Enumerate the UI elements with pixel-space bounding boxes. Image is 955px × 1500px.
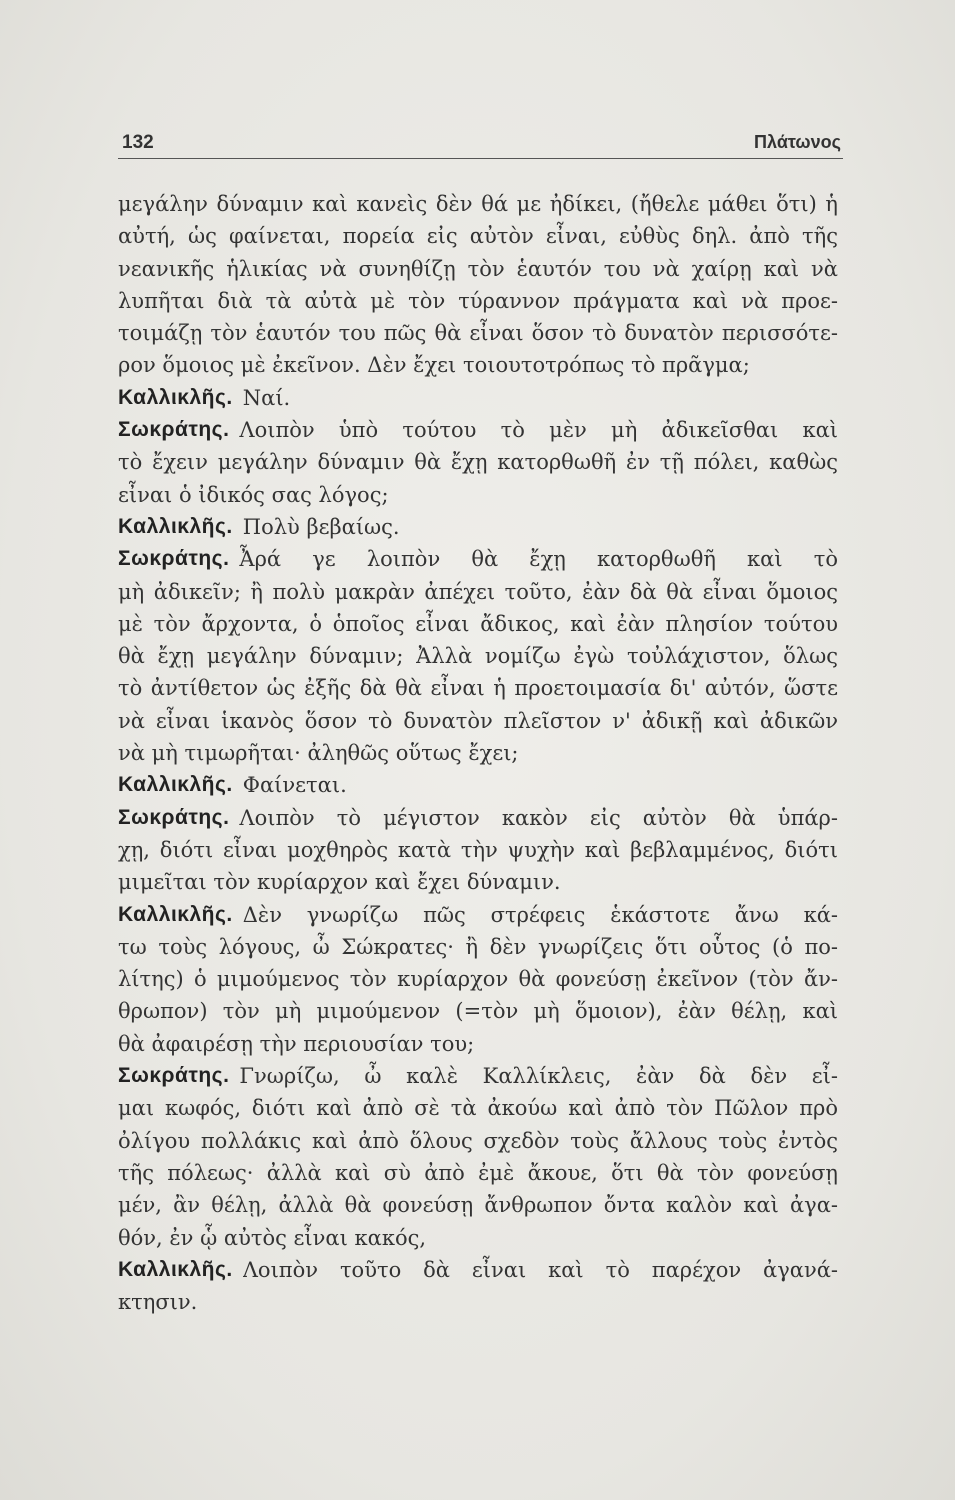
line-text: νὰ εἶναι ἱκανὸς ὅσον τὸ δυνατὸν πλεῖστον ν' ἀδικῇ καὶ ἀδικῶν (118, 708, 838, 733)
text-line (118, 995, 838, 1027)
line-text: Ναί. (242, 385, 291, 410)
text-line (118, 479, 838, 511)
text-line (118, 285, 838, 317)
text-line (118, 1254, 838, 1286)
line-text: θὰ ἀφαιρέσῃ τὴν περιουσίαν του; (118, 1031, 475, 1056)
text-line (118, 317, 838, 349)
text-line (118, 576, 838, 608)
speaker-name: Καλλικλῆς. (118, 773, 233, 797)
line-text: Δὲν γνωρίζω πῶς στρέφεις ἑκάστοτε ἄνω κά- (242, 902, 838, 927)
text-line (118, 608, 838, 640)
line-text: Λοιπὸν τοῦτο δὰ εἶναι καὶ τὸ παρέχον ἀγανά- (242, 1257, 838, 1282)
text-line (118, 349, 838, 381)
text-line (118, 1060, 838, 1092)
line-text: τὸ ἔχειν μεγάλην δύναμιν θὰ ἔχῃ κατορθωθῆ ἐν τῇ πόλει, καθὼς (118, 450, 838, 475)
text-line (118, 834, 838, 866)
line-text: τοιμάζῃ τὸν ἑαυτόν του πῶς θὰ εἶναι ὅσον τὸ δυνατὸν περισσότε- (118, 321, 838, 346)
text-line (118, 188, 838, 220)
speaker-name: Καλλικλῆς. (118, 514, 233, 538)
line-text: μὴ ἀδικεῖν; ἢ πολὺ μακρὰν ἀπέχει τοῦτο, ἐὰν δὰ θὰ εἶναι ὅμοιος (118, 579, 838, 604)
text-line (118, 1286, 838, 1318)
line-text: Λοιπὸν ὑπὸ τούτου τὸ μὲν μὴ ἀδικεῖσθαι καὶ (239, 418, 838, 443)
text-line (118, 1222, 838, 1254)
text-line (118, 931, 838, 963)
line-text: μαι κωφός, διότι καὶ ἀπὸ σὲ τὰ ἀκούω καὶ ἀπὸ τὸν Πῶλον πρὸ (118, 1096, 838, 1121)
speaker-name: Καλλικλῆς. (118, 902, 233, 926)
line-text: κτησιν. (118, 1290, 198, 1315)
text-line (118, 543, 838, 575)
line-text: Φαίνεται. (242, 773, 347, 798)
text-line (118, 1092, 838, 1124)
text-line (118, 866, 838, 898)
line-text: μεγάλην δύναμιν καὶ κανεὶς δὲν θά με ἠδίκει, (ἤθελε μάθει ὅτι) ἡ (118, 192, 838, 216)
page-number: 132 (122, 132, 154, 153)
text-line (118, 963, 838, 995)
line-text: μὲ τὸν ἄρχοντα, ὁ ὁποῖος εἶναι ἄδικος, καὶ ἐὰν πλησίον τούτου (118, 611, 838, 636)
line-text: αὐτή, ὡς φαίνεται, πορεία εἰς αὐτὸν εἶναι, εὐθὺς δηλ. ἀπὸ τῆς (118, 224, 838, 249)
line-text: μέν, ἂν θέλῃ, ἀλλὰ θὰ φονεύσῃ ἄνθρωπον ὄντα καλὸν καὶ ἀγα- (118, 1193, 838, 1218)
speaker-name: Καλλικλῆς. (118, 1257, 233, 1281)
line-text: Λοιπὸν τὸ μέγιστον κακὸν εἰς αὐτὸν θὰ ὑπάρ- (239, 805, 838, 830)
line-text: τῆς πόλεως· ἀλλὰ καὶ σὺ ἀπὸ ἐμὲ ἄκουε, ὅτι θὰ τὸν φονεύσῃ (118, 1160, 838, 1185)
text-line (118, 672, 838, 704)
line-text: Ἆρά γε λοιπὸν θὰ ἔχῃ κατορθωθῆ καὶ τὸ (239, 547, 838, 572)
text-line (118, 414, 838, 446)
line-text: εἶναι ὁ ἰδικός σας λόγος; (118, 482, 389, 507)
text-line (118, 220, 838, 252)
page-header (118, 128, 843, 159)
text-line (118, 640, 838, 672)
line-text: θὰ ἔχῃ μεγάλην δύναμιν; Ἀλλὰ νομίζω ἐγὼ τοὐλάχιστον, ὅλως (118, 644, 838, 669)
dialogue-text (118, 188, 838, 1318)
line-text: θρωπον) τὸν μὴ μιμούμενον (=τὸν μὴ ὅμοιον), ἐὰν θέλῃ, καὶ (118, 999, 838, 1024)
line-text: νὰ μὴ τιμωρῆται· ἀληθῶς οὕτως ἔχει; (118, 741, 519, 766)
speaker-name: Σωκράτης. (118, 547, 230, 571)
text-line (118, 253, 838, 285)
line-text: λυπῆται διὰ τὰ αὐτὰ μὲ τὸν τύραννον πράγματα καὶ νὰ προε- (118, 288, 838, 313)
text-line (118, 1189, 838, 1221)
line-text: Γνωρίζω, ὦ καλὲ Καλλίκλεις, ἐὰν δὰ δὲν εἶ- (239, 1064, 838, 1089)
text-line (118, 1157, 838, 1189)
running-title: Πλάτωνος (754, 132, 841, 152)
line-text: ὀλίγου πολλάκις καὶ ἀπὸ ὅλους σχεδὸν τοὺς ἄλλους τοὺς ἐντὸς (118, 1128, 838, 1153)
speaker-name: Σωκράτης. (118, 805, 230, 829)
speaker-name: Καλλικλῆς. (118, 385, 233, 409)
text-line (118, 382, 838, 414)
line-text: τω τοὺς λόγους, ὦ Σώκρατες· ἢ δὲν γνωρίζεις ὅτι οὗτος (ὁ πο- (118, 934, 838, 959)
text-line (118, 446, 838, 478)
line-text: θόν, ἐν ᾧ αὐτὸς εἶναι κακός, (118, 1225, 427, 1250)
text-line (118, 769, 838, 801)
speaker-name: Σωκράτης. (118, 418, 230, 442)
speaker-name: Σωκράτης. (118, 1064, 230, 1088)
text-line (118, 802, 838, 834)
text-line (118, 1125, 838, 1157)
line-text: νεανικῆς ἡλικίας νὰ συνηθίζῃ τὸν ἑαυτόν του νὰ χαίρῃ καὶ νὰ (118, 256, 838, 281)
line-text: λίτης) ὁ μιμούμενος τὸν κυρίαρχον θὰ φονεύσῃ ἐκεῖνον (τὸν ἄν- (118, 967, 838, 992)
text-line (118, 511, 838, 543)
line-text: τὸ ἀντίθετον ὡς ἐξῆς δὰ θὰ εἶναι ἡ προετοιμασία δι' αὐτόν, ὥστε (118, 676, 838, 701)
text-line (118, 705, 838, 737)
line-text: ρον ὅμοιος μὲ ἐκεῖνον. Δὲν ἔχει τοιουτοτρόπως τὸ πρᾶγμα; (118, 353, 750, 378)
text-line (118, 1028, 838, 1060)
line-text: Πολὺ βεβαίως. (242, 514, 400, 539)
line-text: μιμεῖται τὸν κυρίαρχον καὶ ἔχει δύναμιν. (118, 870, 561, 895)
line-text: χῃ, διότι εἶναι μοχθηρὸς κατὰ τὴν ψυχὴν καὶ βεβλαμμένος, διότι (118, 837, 838, 862)
text-line (118, 737, 838, 769)
text-line (118, 899, 838, 931)
